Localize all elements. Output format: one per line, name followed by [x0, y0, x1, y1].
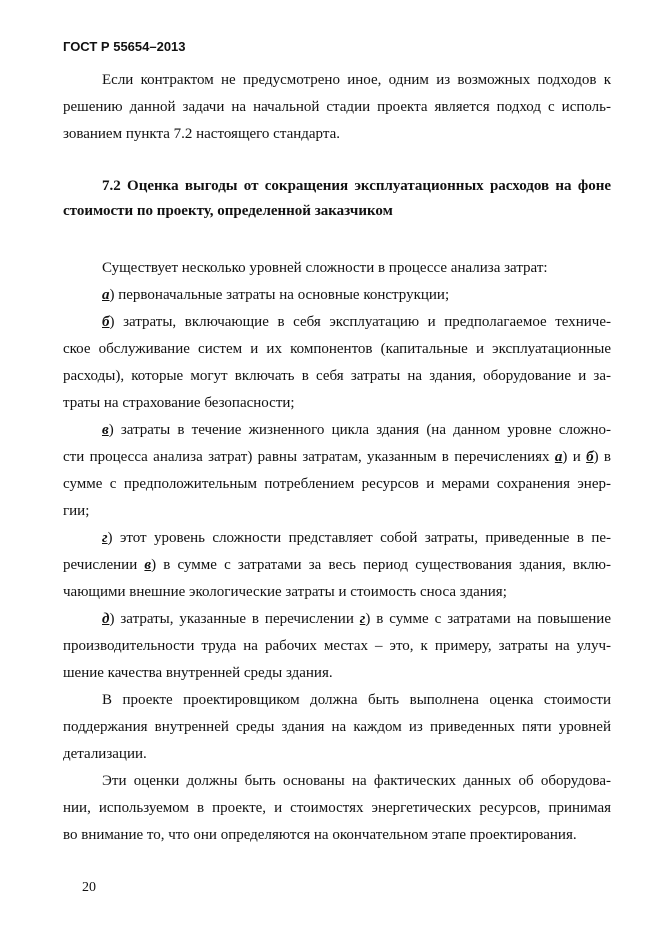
section-heading-line: стоимости по проекту, определенной заказчиком	[63, 203, 393, 219]
text-fragment: речислении	[63, 557, 145, 573]
text-line: решению данной задачи на начальной стадии проекта является подход с исполь-	[63, 99, 611, 115]
document-code-header: ГОСТ Р 55654–2013	[63, 39, 186, 54]
text-line: нии, используемом в проекте, и стоимостях энергетических ресурсов, принимая	[63, 800, 611, 816]
text-fragment: ) в сумме с затратами на повышение	[365, 611, 611, 627]
section-heading	[63, 174, 611, 224]
list-reference: б	[586, 449, 594, 465]
list-item-text: ) первоначальные затраты на основные конструкции;	[109, 287, 450, 303]
list-item-b	[63, 309, 611, 336]
text-line: детализации.	[63, 746, 147, 762]
text-line: во внимание то, что они определяются на окончательном этапе проектирования.	[63, 827, 577, 843]
text-line: гии;	[63, 503, 90, 519]
list-item-g	[63, 525, 611, 552]
list-reference: а	[554, 449, 563, 465]
text-fragment: ) в сумме с затратами за весь период существования здания, вклю-	[151, 557, 611, 573]
text-line: поддержания внутренней среды здания на каждом из приведенных пяти уровней	[63, 719, 611, 735]
text-fragment: сти процесса анализа затрат) равны затратам, указанным в перечислениях	[63, 449, 555, 465]
text-line: В проекте проектировщиком должна быть выполнена оценка стоимости	[102, 692, 611, 708]
list-item-v	[63, 417, 611, 444]
text-line: производительности труда на рабочих местах – это, к примеру, затраты на улуч-	[63, 638, 611, 654]
list-marker: б	[102, 314, 110, 330]
text-line	[63, 444, 611, 471]
list-marker: в	[102, 422, 109, 438]
list-marker: а	[102, 287, 110, 303]
text-line: зованием пункта 7.2 настоящего стандарта.	[63, 126, 340, 142]
list-item-a	[63, 282, 611, 309]
list-marker: г	[102, 530, 108, 546]
section-body	[63, 255, 611, 849]
text-fragment: ) и	[562, 449, 587, 465]
text-line: Существует несколько уровней сложности в процессе анализа затрат:	[102, 260, 548, 276]
text-line: чающими внешние экологические затраты и стоимость сноса здания;	[63, 584, 507, 600]
list-marker: д	[102, 611, 110, 627]
text-line: сумме с предположительным потреблением ресурсов и мерами сохранения энер-	[63, 476, 611, 492]
text-line: Эти оценки должны быть основаны на фактических данных об оборудова-	[102, 773, 611, 789]
list-item-text: ) затраты, включающие в себя эксплуатацию и предполагаемое техниче-	[109, 314, 611, 330]
text-fragment: ) затраты, указанные в перечислении	[109, 611, 360, 627]
list-item-text: ) затраты в течение жизненного цикла здания (на данном уровне сложно-	[108, 422, 611, 438]
text-line: Если контрактом не предусмотрено иное, одним из возможных подходов к	[102, 72, 611, 88]
text-fragment: ) в	[593, 449, 612, 465]
list-item-text: ) этот уровень сложности представляет собой затраты, приведенные в пе-	[107, 530, 611, 546]
intro-paragraph	[63, 67, 611, 148]
page-number: 20	[82, 880, 96, 895]
text-line: траты на страхование безопасности;	[63, 395, 295, 411]
text-line: ское обслуживание систем и их компонентов (капитальные и эксплуатационные	[63, 341, 611, 357]
list-item-d	[63, 606, 611, 633]
text-line	[63, 552, 611, 579]
list-reference: г	[359, 611, 366, 627]
section-heading-line: 7.2 Оценка выгоды от сокращения эксплуатационных расходов на фоне	[102, 178, 611, 194]
text-line: расходы), которые могут включать в себя затраты на здания, оборудование и за-	[63, 368, 611, 384]
list-reference: в	[144, 557, 152, 573]
text-line: шение качества внутренней среды здания.	[63, 665, 333, 681]
